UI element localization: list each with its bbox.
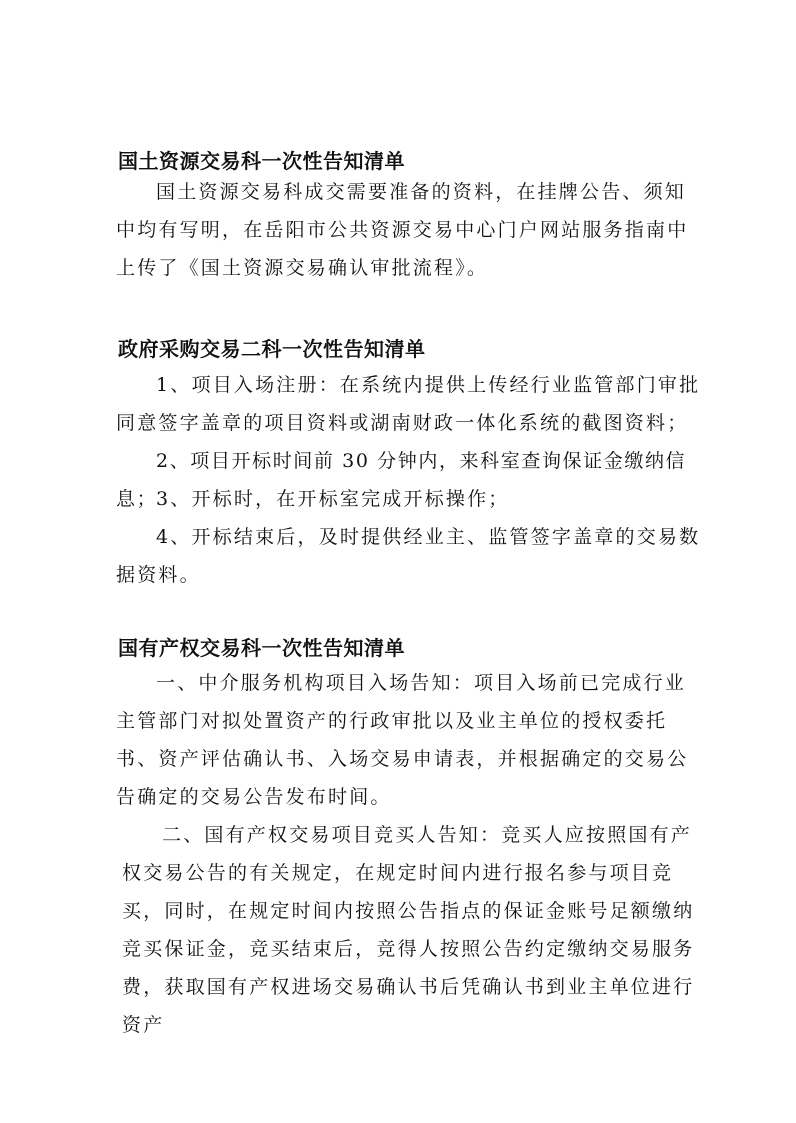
paragraph-state-property-2: 二、国有产权交易项目竞买人告知：竞买人应按照国有产权交易公告的有关规定，在规定时间内进行报名参与项目竞买，同时，在规定时间内按照公告指点的保证金账号足额缴纳竞买保证金，竞买结束后，竞得人按照公告约定缴纳交易服务费，获取国有产权进场交易确认书后凭确认书到业主单位进行资产 [122,824,695,1036]
paragraph-state-property-1: 一、中介服务机构项目入场告知：项目入场前已完成行业主管部门对拟处置资产的行政审批以及业主单位的授权委托书、资产评估确认书、入场交易申请表，并根据确定的交易公告确定的交易公告发布时间。 [116,672,689,808]
section-title-government-procurement: 政府采购交易二科一次性告知清单 [118,337,426,361]
paragraph-procurement-3: 3、开标时，在开标室完成开标操作； [156,488,510,510]
paragraph-land-resources-1: 国土资源交易科成交需要准备的资料，在挂牌公告、须知中均有写明，在岳阳市公共资源交易中心门户网站服务指南中上传了《国土资源交易确认审批流程》。 [116,181,689,279]
paragraph-procurement-2: 2、项目开标时间前 30 分钟内，来科室查询保证金缴纳信息； [116,450,687,510]
section-title-state-property: 国有产权交易科一次性告知清单 [118,636,405,660]
paragraph-procurement-1: 1、项目入场注册：在系统内提供上传经行业监管部门审批同意签字盖章的项目资料或湖南财政一体化系统的截图资料； [116,374,701,434]
section-title-land-resources: 国土资源交易科一次性告知清单 [118,149,405,173]
paragraph-procurement-4: 4、开标结束后，及时提供经业主、监管签字盖章的交易数据资料。 [116,526,701,586]
